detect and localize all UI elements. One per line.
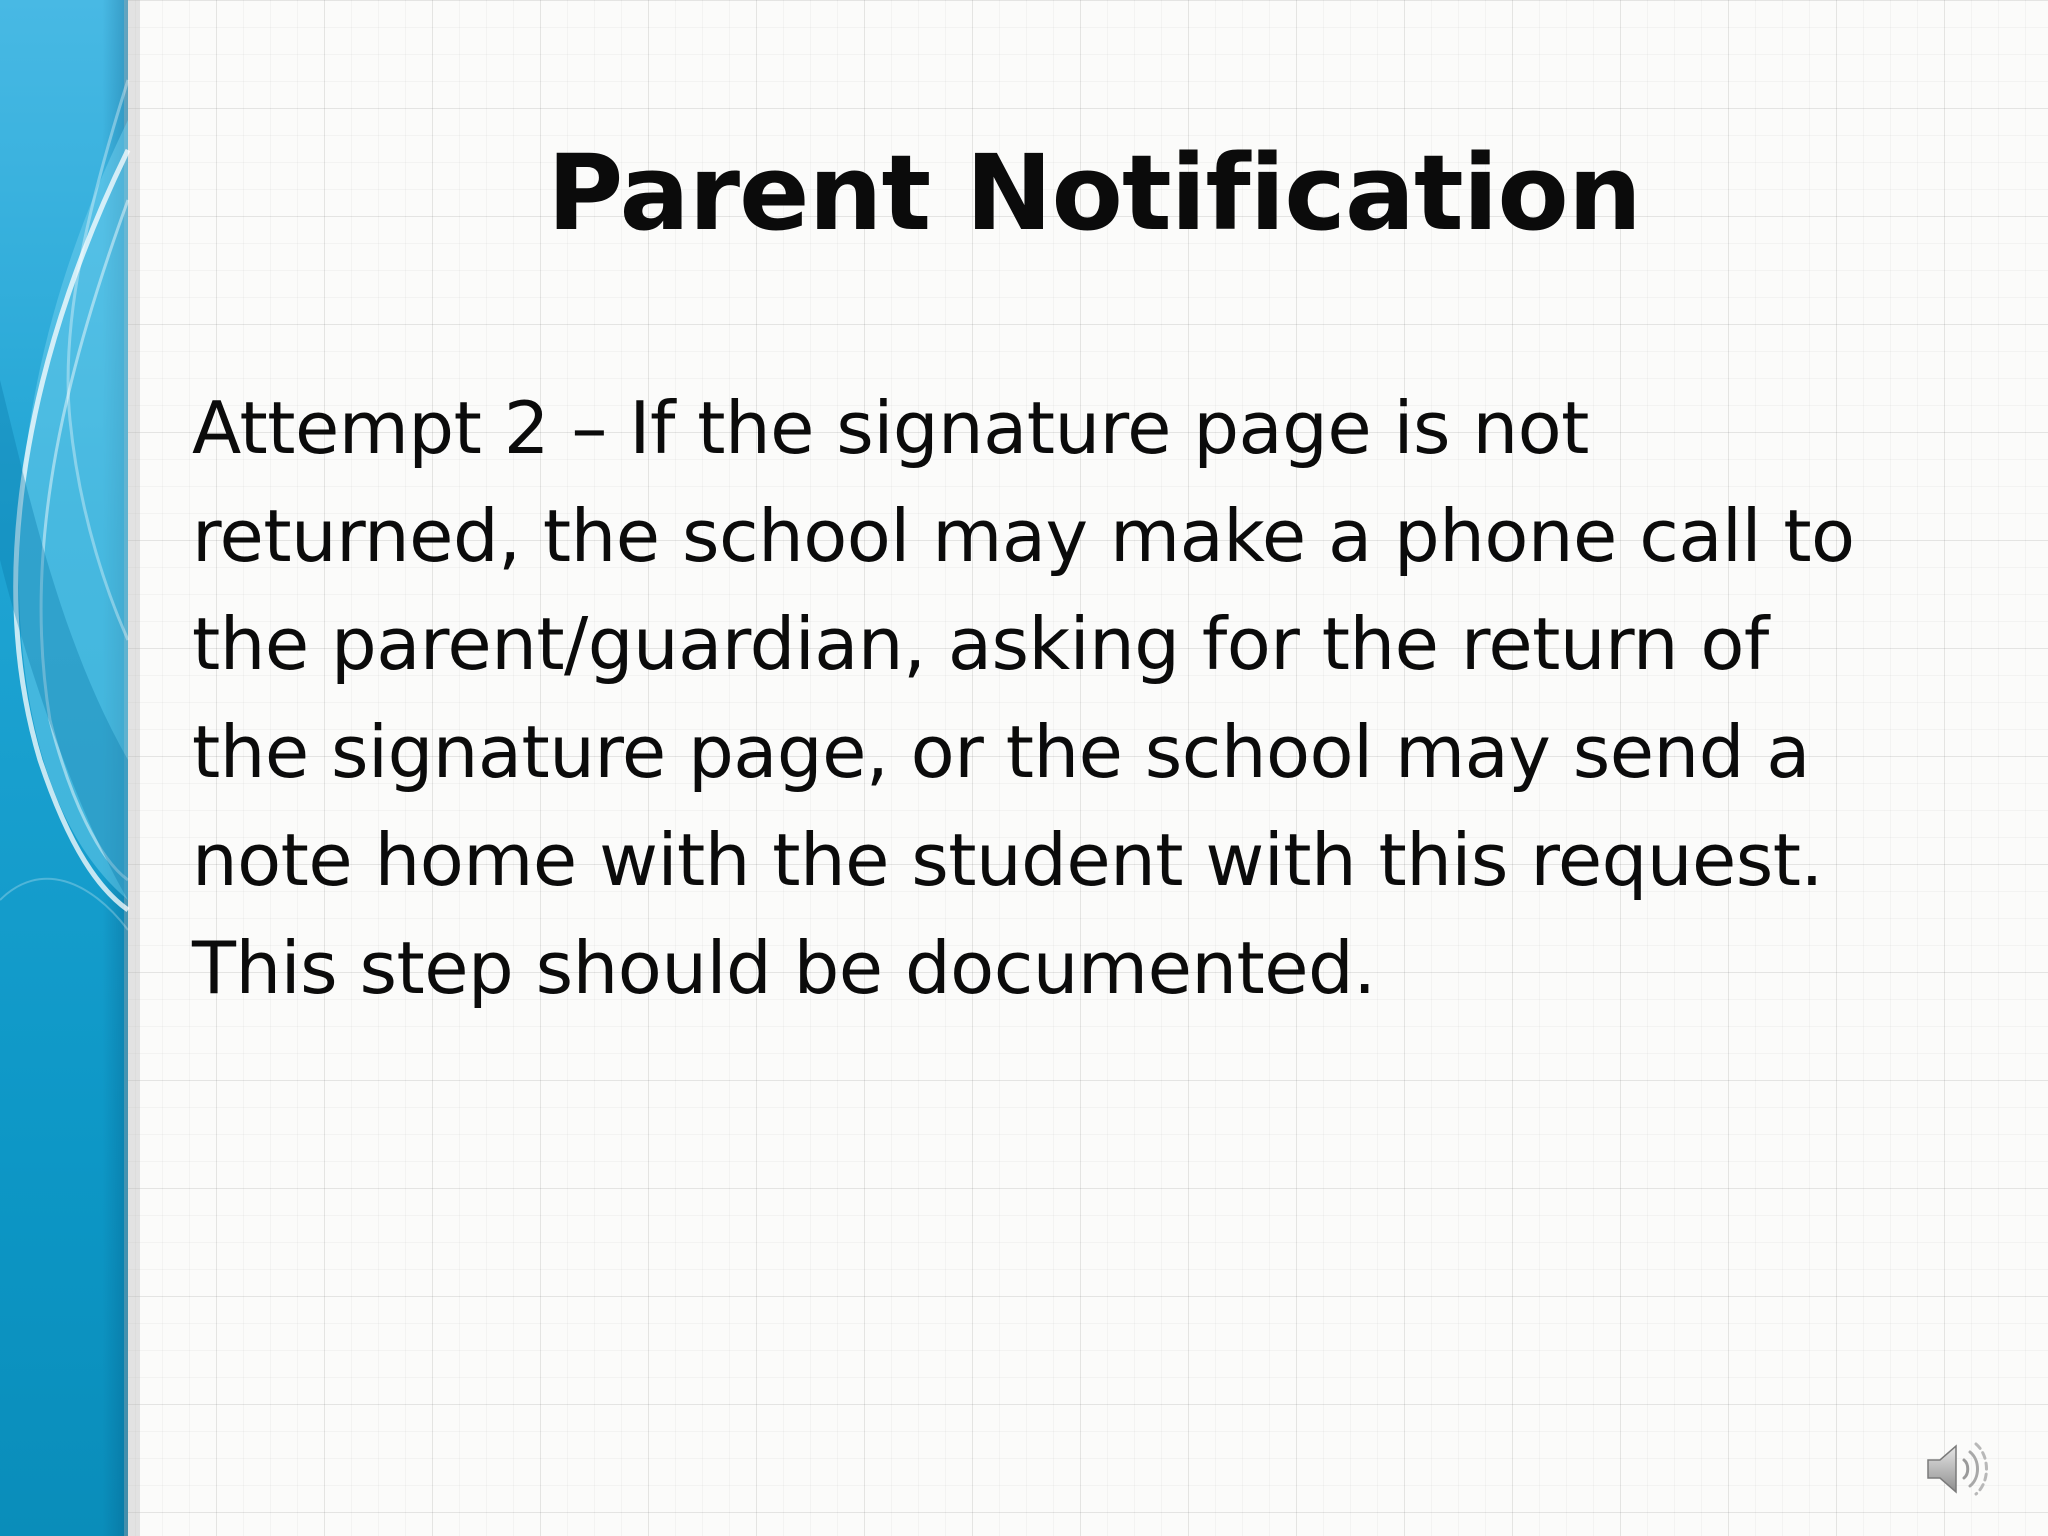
speaker-icon-graphic (1924, 1438, 1994, 1500)
body-line: returned, the school may make a phone call to (192, 494, 1855, 578)
body-line: note home with the student with this request. (192, 818, 1823, 902)
body-line: Attempt 2 – If the signature page is not (192, 386, 1589, 470)
speaker-icon[interactable] (1924, 1438, 1994, 1500)
body-line: the parent/guardian, asking for the return of (192, 602, 1769, 686)
slide-title: Parent Notification (547, 132, 1641, 254)
body-line: the signature page, or the school may send a (192, 710, 1810, 794)
slide-body (192, 374, 1972, 1022)
body-line: This step should be documented. (192, 926, 1376, 1010)
blue-wave-band-decoration (0, 0, 140, 1536)
wave-band-graphic (0, 0, 140, 1536)
